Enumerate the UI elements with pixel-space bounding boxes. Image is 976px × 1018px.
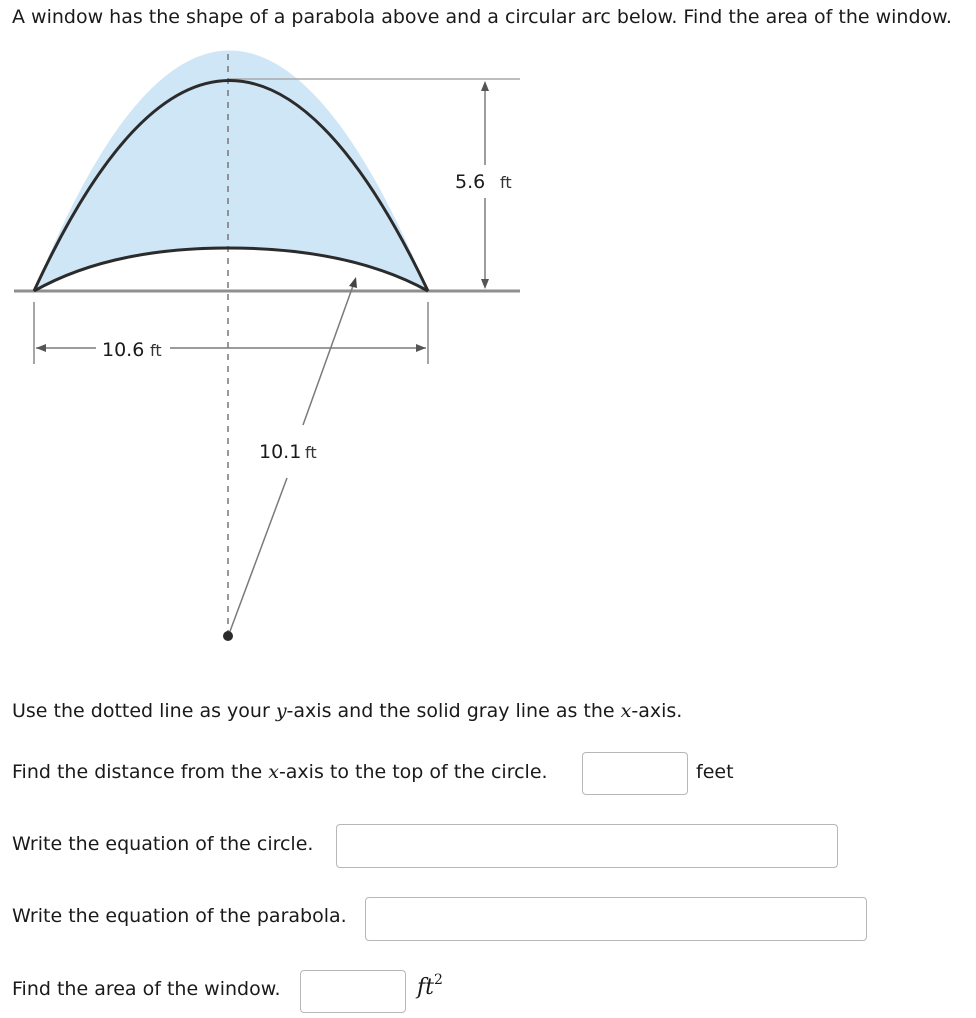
radius-line-upper bbox=[303, 283, 354, 425]
area-question: Find the area of the window. bbox=[12, 978, 281, 1000]
window-region bbox=[34, 51, 428, 292]
window-diagram bbox=[0, 40, 560, 660]
area-answer-input[interactable] bbox=[300, 970, 406, 1013]
parabola-equation-input[interactable] bbox=[365, 897, 867, 941]
width-unit-label: ft bbox=[150, 341, 162, 360]
circle-center-point bbox=[223, 631, 233, 641]
area-unit-exponent: 2 bbox=[433, 972, 443, 988]
instruction-text-1: Use the dotted line as your bbox=[12, 700, 276, 722]
distance-question bbox=[12, 761, 548, 783]
radius-line-lower bbox=[229, 478, 287, 634]
height-arrow-bottom bbox=[481, 279, 489, 289]
instruction-text-2: -axis and the solid gray line as the bbox=[286, 700, 621, 722]
distance-question-text-1: Find the distance from the bbox=[12, 761, 269, 783]
radius-value-label: 10.1 bbox=[259, 441, 302, 463]
distance-answer-input[interactable] bbox=[582, 752, 688, 795]
circle-equation-input[interactable] bbox=[336, 824, 838, 868]
width-value-label: 10.6 bbox=[102, 339, 145, 361]
area-unit-base: ft bbox=[417, 975, 434, 1000]
area-unit bbox=[417, 972, 443, 1000]
instruction-text-3: -axis. bbox=[631, 700, 683, 722]
circle-equation-question: Write the equation of the circle. bbox=[12, 833, 314, 855]
height-value-label: 5.6 bbox=[455, 171, 486, 193]
height-unit-label: ft bbox=[500, 173, 512, 192]
width-arrow-left bbox=[36, 344, 46, 352]
question-text: A window has the shape of a parabola above and a circular arc below. Find the area of the window. bbox=[12, 6, 952, 28]
axis-instruction bbox=[12, 700, 682, 722]
distance-question-text-2: -axis to the top of the circle. bbox=[278, 761, 548, 783]
width-arrow-right bbox=[416, 344, 426, 352]
distance-question-x-variable: x bbox=[268, 761, 279, 783]
radius-unit-label: ft bbox=[305, 443, 317, 462]
height-arrow-top bbox=[481, 81, 489, 91]
radius-arrow bbox=[349, 277, 357, 288]
x-variable: x bbox=[620, 700, 632, 722]
distance-unit: feet bbox=[696, 761, 734, 783]
parabola-equation-question: Write the equation of the parabola. bbox=[12, 905, 347, 927]
y-variable: y bbox=[275, 700, 287, 722]
